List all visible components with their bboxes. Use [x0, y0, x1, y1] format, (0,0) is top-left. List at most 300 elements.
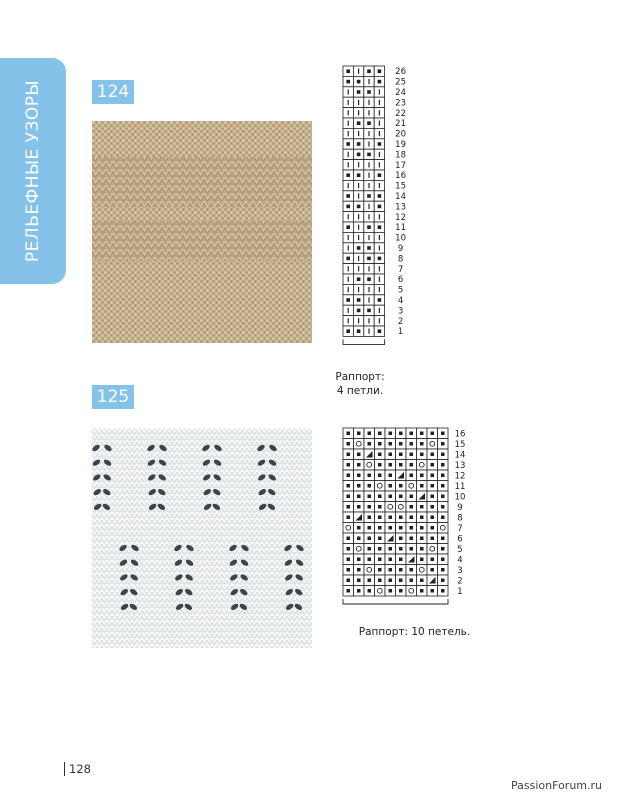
chart-cell: [374, 170, 384, 180]
chart-cell: [353, 212, 363, 222]
chart-cell: [396, 512, 407, 523]
chart-cell: [353, 128, 363, 138]
chart-cell: [385, 449, 396, 460]
repeat-label-124: [330, 370, 390, 398]
row-label: 3: [397, 306, 404, 317]
pattern-photo-125: [92, 428, 312, 648]
chart-cell: [417, 502, 428, 513]
chart-cell: [353, 253, 363, 263]
repeat-bracket: [343, 599, 448, 604]
pattern-chart-125: [343, 428, 508, 618]
chart-cell: [427, 491, 438, 502]
chart-cell: [375, 460, 386, 471]
chart-cell: [417, 428, 428, 439]
row-label: 3: [457, 565, 463, 576]
row-label: 18: [395, 150, 407, 161]
chart-cell: [353, 76, 363, 86]
chart-cell: [438, 491, 449, 502]
chart-cell: [353, 316, 363, 326]
chart-cell: [406, 512, 417, 523]
chart-cell: [353, 191, 363, 201]
row-label: 13: [454, 460, 466, 471]
chart-cell: [385, 523, 396, 534]
chart-cell: [438, 502, 449, 513]
chart-cell: [374, 66, 384, 76]
row-label: 10: [454, 492, 466, 503]
chart-cell: [396, 449, 407, 460]
chart-cell: [375, 428, 386, 439]
chart-cell: [364, 481, 375, 492]
chart-cell: [374, 284, 384, 294]
chart-cell: [438, 460, 449, 471]
chart-cell: [417, 554, 428, 565]
chart-cell: [427, 575, 438, 586]
chart-cell: [343, 533, 354, 544]
row-label: 19: [395, 140, 407, 150]
chart-cell: [364, 149, 374, 159]
chart-cell: [343, 149, 353, 159]
chart-cell: [364, 170, 374, 180]
row-label: 1: [397, 327, 404, 338]
chart-cell: [375, 575, 386, 586]
row-label: 23: [395, 98, 407, 109]
chart-cell: [364, 305, 374, 315]
chart-cell: [438, 512, 449, 523]
row-label: 4: [397, 296, 404, 306]
chart-cell: [364, 108, 374, 118]
row-label: 11: [454, 481, 466, 492]
chart-cell: [354, 428, 365, 439]
chart-cell: [343, 191, 353, 201]
chart-cell: [417, 460, 428, 471]
chart-cell: [396, 544, 407, 555]
chart-cell: [385, 565, 396, 576]
row-label: 11: [395, 223, 407, 234]
chart-cell: [343, 222, 353, 232]
chart-cell: [375, 481, 386, 492]
chart-cell: [396, 460, 407, 471]
row-label: 6: [457, 534, 463, 545]
chart-cell: [353, 108, 363, 118]
chart-cell: [364, 87, 374, 97]
chart-cell: [353, 66, 363, 76]
chart-cell: [354, 481, 365, 492]
row-label: 8: [457, 513, 463, 524]
chart-cell: [396, 586, 407, 597]
chart-cell: [406, 428, 417, 439]
chart-cell: [353, 97, 363, 107]
chart-cell: [343, 326, 353, 336]
chart-cell: [364, 533, 375, 544]
chart-cell: [375, 491, 386, 502]
chart-cell: [343, 76, 353, 86]
chart-cell: [364, 565, 375, 576]
chart-cell: [354, 502, 365, 513]
row-label: 26: [395, 67, 407, 78]
row-label: 9: [397, 244, 404, 254]
chart-cell: [364, 491, 375, 502]
chart-cell: [438, 533, 449, 544]
chart-cell: [427, 439, 438, 450]
chart-cell: [385, 460, 396, 471]
chart-cell: [374, 305, 384, 315]
chart-cell: [417, 586, 428, 597]
chart-cell: [354, 470, 365, 481]
chart-cell: [427, 586, 438, 597]
row-label: 15: [395, 181, 407, 192]
chart-cell: [438, 523, 449, 534]
chart-cell: [364, 523, 375, 534]
chart-cell: [374, 326, 384, 336]
chart-cell: [343, 97, 353, 107]
chart-cell: [353, 305, 363, 315]
chart-cell: [385, 575, 396, 586]
chart-cell: [374, 149, 384, 159]
chart-cell: [364, 66, 374, 76]
chart-cell: [364, 243, 374, 253]
chart-cell: [354, 575, 365, 586]
row-label: 16: [395, 171, 407, 182]
chart-cell: [364, 326, 374, 336]
chart-cell: [427, 502, 438, 513]
row-label: 17: [395, 160, 407, 171]
chart-cell: [374, 97, 384, 107]
chart-cell: [354, 460, 365, 471]
chart-cell: [364, 232, 374, 242]
chart-cell: [364, 253, 374, 263]
row-label: 15: [454, 439, 466, 450]
chart-cell: [406, 481, 417, 492]
chart-cell: [343, 128, 353, 138]
chart-cell: [417, 439, 428, 450]
chart-cell: [353, 264, 363, 274]
chart-cell: [427, 523, 438, 534]
chart-cell: [374, 295, 384, 305]
chart-cell: [343, 274, 353, 284]
chart-cell: [438, 575, 449, 586]
chart-cell: [427, 533, 438, 544]
chart-cell: [438, 428, 449, 439]
chart-cell: [364, 295, 374, 305]
chart-cell: [343, 118, 353, 128]
chart-cell: [343, 295, 353, 305]
chart-cell: [354, 491, 365, 502]
chart-cell: [374, 253, 384, 263]
row-label: 2: [397, 316, 404, 327]
chart-cell: [354, 544, 365, 555]
chart-cell: [353, 118, 363, 128]
chart-cell: [417, 449, 428, 460]
chart-cell: [353, 284, 363, 294]
row-label: 24: [395, 88, 407, 98]
pattern-photo-124: [92, 121, 312, 343]
row-label: 22: [395, 108, 407, 119]
chart-cell: [375, 523, 386, 534]
pattern-chart-124: [343, 66, 418, 356]
chart-cell: [364, 460, 375, 471]
chart-cell: [375, 439, 386, 450]
chart-cell: [353, 326, 363, 336]
chart-cell: [354, 512, 365, 523]
chart-cell: [438, 481, 449, 492]
chart-cell: [374, 212, 384, 222]
chart-cell: [374, 87, 384, 97]
repeat-label-125: Раппорт: 10 петель.: [358, 626, 471, 638]
chart-cell: [343, 160, 353, 170]
chart-cell: [417, 544, 428, 555]
chart-cell: [364, 512, 375, 523]
chart-cell: [343, 180, 353, 190]
chart-cell: [396, 491, 407, 502]
row-label: 5: [457, 544, 463, 555]
chart-cell: [343, 264, 353, 274]
chart-cell: [385, 533, 396, 544]
chart-cell: [385, 428, 396, 439]
chart-cell: [385, 439, 396, 450]
chart-cell: [374, 274, 384, 284]
chart-cell: [427, 470, 438, 481]
chart-cell: [374, 232, 384, 242]
chart-cell: [438, 439, 449, 450]
chart-cell: [396, 575, 407, 586]
chart-cell: [374, 160, 384, 170]
chart-cell: [375, 449, 386, 460]
chart-cell: [374, 139, 384, 149]
chart-cell: [343, 428, 354, 439]
chart-cell: [427, 460, 438, 471]
chart-cell: [364, 118, 374, 128]
chart-cell: [343, 232, 353, 242]
chart-cell: [396, 554, 407, 565]
chart-cell: [406, 502, 417, 513]
row-label: 10: [395, 233, 407, 244]
row-label: 21: [395, 119, 407, 130]
chart-cell: [353, 87, 363, 97]
chart-cell: [364, 222, 374, 232]
chart-cell: [364, 439, 375, 450]
chart-cell: [396, 523, 407, 534]
chart-cell: [438, 470, 449, 481]
chart-cell: [406, 439, 417, 450]
row-label: 9: [457, 502, 463, 513]
row-label: 14: [454, 450, 466, 461]
chart-cell: [364, 274, 374, 284]
chart-cell: [343, 554, 354, 565]
chart-cell: [427, 481, 438, 492]
chart-cell: [343, 87, 353, 97]
chart-cell: [343, 470, 354, 481]
chart-cell: [406, 491, 417, 502]
chart-cell: [354, 439, 365, 450]
chart-cell: [354, 565, 365, 576]
chart-cell: [374, 264, 384, 274]
chart-cell: [364, 76, 374, 86]
chart-cell: [385, 502, 396, 513]
row-label: 2: [457, 576, 463, 587]
chart-cell: [406, 460, 417, 471]
chart-cell: [354, 533, 365, 544]
row-label: 14: [395, 192, 407, 202]
chart-cell: [364, 470, 375, 481]
row-label: 7: [457, 523, 463, 534]
chart-cell: [354, 449, 365, 460]
chart-cell: [364, 449, 375, 460]
chart-cell: [353, 295, 363, 305]
chart-cell: [364, 128, 374, 138]
chart-cell: [374, 222, 384, 232]
chart-cell: [354, 523, 365, 534]
chart-cell: [343, 170, 353, 180]
chart-cell: [353, 160, 363, 170]
chart-cell: [364, 428, 375, 439]
chart-cell: [406, 533, 417, 544]
watermark: PassionForum.ru: [511, 779, 602, 792]
chart-cell: [354, 554, 365, 565]
row-label: 16: [454, 429, 466, 440]
chart-cell: [385, 481, 396, 492]
chart-cell: [396, 439, 407, 450]
chart-cell: [375, 544, 386, 555]
chart-cell: [417, 523, 428, 534]
chart-cell: [438, 554, 449, 565]
chart-cell: [343, 253, 353, 263]
chart-cell: [364, 160, 374, 170]
chart-cell: [417, 491, 428, 502]
chart-cell: [438, 449, 449, 460]
chart-cell: [375, 554, 386, 565]
chart-cell: [406, 575, 417, 586]
chart-cell: [364, 97, 374, 107]
chart-cell: [406, 544, 417, 555]
chart-cell: [364, 554, 375, 565]
row-label: 4: [457, 555, 463, 566]
chart-cell: [343, 575, 354, 586]
chart-cell: [343, 439, 354, 450]
chart-cell: [343, 316, 353, 326]
row-label: 12: [454, 471, 466, 482]
chart-cell: [417, 512, 428, 523]
chart-cell: [374, 118, 384, 128]
chart-cell: [375, 586, 386, 597]
repeat-bracket: [343, 339, 385, 344]
page-number: 128: [64, 762, 91, 776]
chart-cell: [343, 491, 354, 502]
chart-cell: [343, 544, 354, 555]
chart-cell: [396, 470, 407, 481]
chart-cell: [406, 523, 417, 534]
chart-cell: [364, 502, 375, 513]
chart-cell: [375, 502, 386, 513]
chart-cell: [406, 554, 417, 565]
chart-cell: [396, 481, 407, 492]
chart-cell: [427, 565, 438, 576]
chart-cell: [364, 212, 374, 222]
chart-cell: [427, 512, 438, 523]
chart-cell: [375, 533, 386, 544]
chart-cell: [375, 470, 386, 481]
row-label: 13: [395, 202, 407, 213]
chart-cell: [406, 449, 417, 460]
chart-cell: [375, 565, 386, 576]
chart-cell: [385, 554, 396, 565]
chart-cell: [438, 565, 449, 576]
chart-cell: [364, 544, 375, 555]
chart-cell: [353, 274, 363, 284]
chart-cell: [438, 544, 449, 555]
chart-cell: [406, 565, 417, 576]
repeat-label-124-line2: 4 петли.: [336, 385, 384, 397]
chart-cell: [427, 428, 438, 439]
chart-cell: [343, 305, 353, 315]
chart-cell: [396, 502, 407, 513]
chart-cell: [406, 586, 417, 597]
section-title: РЕЛЬЕФНЫЕ УЗОРЫ: [23, 79, 43, 263]
row-label: 20: [395, 129, 407, 140]
chart-cell: [406, 470, 417, 481]
chart-cell: [343, 460, 354, 471]
chart-cell: [343, 284, 353, 294]
chart-cell: [364, 264, 374, 274]
chart-cell: [396, 533, 407, 544]
chart-cell: [374, 191, 384, 201]
chart-cell: [343, 108, 353, 118]
chart-cell: [364, 139, 374, 149]
chart-cell: [343, 243, 353, 253]
chart-cell: [353, 232, 363, 242]
chart-cell: [417, 533, 428, 544]
chart-cell: [375, 512, 386, 523]
row-label: 8: [397, 254, 404, 265]
chart-cell: [385, 491, 396, 502]
chart-cell: [354, 586, 365, 597]
chart-cell: [385, 544, 396, 555]
chart-cell: [427, 449, 438, 460]
chart-cell: [353, 180, 363, 190]
chart-cell: [343, 212, 353, 222]
chart-cell: [427, 554, 438, 565]
chart-cell: [353, 222, 363, 232]
chart-cell: [364, 586, 375, 597]
chart-cell: [396, 428, 407, 439]
chart-cell: [374, 108, 384, 118]
chart-cell: [427, 544, 438, 555]
chart-cell: [364, 316, 374, 326]
row-label: 12: [395, 212, 407, 223]
chart-cell: [343, 139, 353, 149]
chart-cell: [417, 565, 428, 576]
chart-cell: [396, 565, 407, 576]
chart-cell: [374, 201, 384, 211]
chart-cell: [353, 149, 363, 159]
chart-cell: [364, 284, 374, 294]
chart-cell: [353, 170, 363, 180]
chart-cell: [385, 512, 396, 523]
chart-cell: [343, 512, 354, 523]
chart-cell: [364, 575, 375, 586]
chart-cell: [343, 502, 354, 513]
row-label: 25: [395, 77, 407, 88]
chart-cell: [343, 586, 354, 597]
chart-cell: [343, 523, 354, 534]
chart-cell: [374, 180, 384, 190]
chart-cell: [385, 586, 396, 597]
chart-cell: [353, 139, 363, 149]
row-label: 1: [457, 586, 463, 597]
row-label: 6: [397, 275, 404, 286]
chart-cell: [364, 191, 374, 201]
chart-cell: [343, 481, 354, 492]
repeat-label-124-line1: Раппорт:: [335, 371, 385, 383]
